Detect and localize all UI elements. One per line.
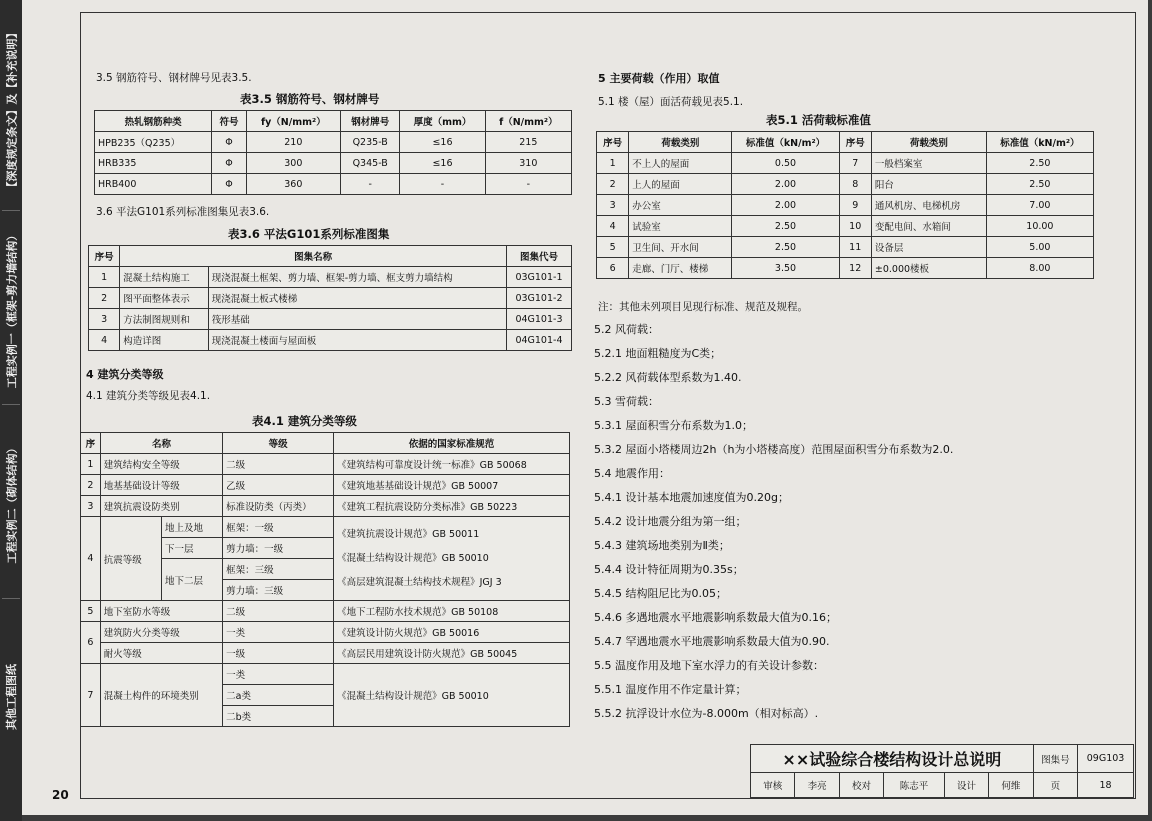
table-row	[81, 517, 570, 538]
table-header-cell: 热轧钢筋种类	[95, 111, 212, 132]
table-cell: 变配电间、水箱间	[871, 216, 986, 237]
table-cell: 6	[597, 258, 629, 279]
sidebar-label-example1: 工程实例一（框架-剪力墙结构）	[5, 229, 19, 389]
table-cell: 走廊、门厅、楼梯	[629, 258, 732, 279]
table-cell: 10	[839, 216, 871, 237]
table-row	[89, 288, 572, 309]
table-cell: 5	[597, 237, 629, 258]
table-header-cell: 荷载类别	[871, 132, 986, 153]
table-row	[81, 496, 570, 517]
table-cell: 标准设防类（丙类）	[223, 496, 334, 517]
table-header-cell: 等级	[223, 433, 334, 454]
table-cell: 11	[839, 237, 871, 258]
table-cell-line: 《混凝土结构设计规范》GB 50010	[337, 552, 489, 564]
table-cell: 215	[485, 132, 571, 153]
table-cell: 2.50	[986, 174, 1093, 195]
table-header-cell: 序号	[597, 132, 629, 153]
table-cell: ≤16	[400, 153, 485, 174]
table-cell: Φ	[212, 153, 246, 174]
table-cell: 卫生间、开水间	[629, 237, 732, 258]
table-cell: 03G101-2	[506, 288, 571, 309]
table-row	[597, 174, 1094, 195]
table-cell: 框架：三级	[223, 559, 334, 580]
atlas-label: 图集号	[1033, 745, 1077, 773]
table-cell: 抗震等级	[100, 517, 161, 601]
table-cell: 一类	[223, 664, 334, 685]
table-cell: 2.50	[732, 237, 839, 258]
table-cell: 二b类	[223, 706, 334, 727]
table-cell: HPB235（Q235）	[95, 132, 212, 153]
table-cell: 现浇混凝土板式楼梯	[208, 288, 506, 309]
table-cell: 框架：一级	[223, 517, 334, 538]
table-row	[95, 132, 572, 153]
clause-line: 5.3.2 屋面小塔楼周边2h（h为小塔楼高度）范围屋面积雪分布系数为2.0.	[594, 443, 954, 456]
table-4-1	[80, 432, 570, 727]
check-label: 校对	[839, 773, 883, 798]
table-cell: Φ	[212, 132, 246, 153]
table-row	[95, 153, 572, 174]
clause-line: 5.3 雪荷载：	[594, 395, 659, 408]
clause-line: 5.4.3 建筑场地类别为Ⅱ类；	[594, 539, 730, 552]
table-cell: 7.00	[986, 195, 1093, 216]
table-header-cell: 序	[81, 433, 101, 454]
table-header-cell: 序号	[89, 246, 120, 267]
table-cell: 3	[89, 309, 120, 330]
clause-line: 5.5.1 温度作用不作定量计算；	[594, 683, 747, 696]
table-cell: Φ	[212, 174, 246, 195]
table-header-cell: 图集代号	[506, 246, 571, 267]
design-name: 何维	[989, 773, 1033, 798]
document-page	[22, 0, 1148, 815]
table-cell: 310	[485, 153, 571, 174]
table-cell: 《高层民用建筑设计防火规范》GB 50045	[334, 643, 570, 664]
section-4-1-text: 4.1 建筑分类等级见表4.1.	[86, 390, 211, 402]
table-cell: 二级	[223, 601, 334, 622]
table-cell: 1	[89, 267, 120, 288]
table-cell: 剪力墙：一级	[223, 538, 334, 559]
table-5-1-caption: 表5.1 活荷载标准值	[766, 113, 871, 127]
title-block-row	[751, 773, 1134, 798]
table-row	[597, 258, 1094, 279]
table-cell: 《混凝土结构设计规范》GB 50010	[334, 664, 570, 727]
table-cell: -	[485, 174, 571, 195]
table-4-1-caption: 表4.1 建筑分类等级	[252, 414, 357, 428]
table-header-row	[95, 111, 572, 132]
table-cell: 4	[89, 330, 120, 351]
table-cell: 2.00	[732, 195, 839, 216]
table-cell: 一类	[223, 622, 334, 643]
table-cell: 3	[81, 496, 101, 517]
clause-line: 5.2 风荷载：	[594, 323, 659, 336]
table-header-row	[89, 246, 572, 267]
section-3-5-text: 3.5 钢筋符号、钢材牌号见表3.5.	[96, 72, 252, 84]
table-row	[81, 643, 570, 664]
table-cell: 《建筑设计防火规范》GB 50016	[334, 622, 570, 643]
table-header-cell: 序号	[839, 132, 871, 153]
sidebar-label-other: 其他工程图纸	[5, 664, 18, 730]
table-row	[89, 330, 572, 351]
sidebar-tab-example2	[2, 408, 20, 599]
table-cell	[334, 517, 570, 601]
table-cell: 地基基础设计等级	[100, 475, 222, 496]
drawing-title: ××试验综合楼结构设计总说明	[751, 745, 1034, 773]
table-cell: 地下二层	[161, 559, 222, 601]
clause-line: 5.4.4 设计特征周期为0.35s；	[594, 563, 744, 576]
table-row	[89, 267, 572, 288]
table-cell: 现浇混凝土框架、剪力墙、框架-剪力墙、框支剪力墙结构	[208, 267, 506, 288]
title-block	[750, 744, 1134, 798]
table-cell: 方法制图规则和	[120, 309, 208, 330]
table-cell: 1	[597, 153, 629, 174]
table-cell: 《建筑结构可靠度设计统一标准》GB 50068	[334, 454, 570, 475]
sidebar-label-example2: 工程实例二（砌体结构）	[5, 442, 18, 564]
table-cell: 下一层	[161, 538, 222, 559]
table-row	[81, 601, 570, 622]
clause-line: 5.5 温度作用及地下室水浮力的有关设计参数：	[594, 659, 824, 672]
review-label: 审核	[751, 773, 795, 798]
table-cell: Q235-B	[341, 132, 400, 153]
table-cell: 6	[81, 622, 101, 664]
clause-line: 5.4.7 罕遇地震水平地震影响系数最大值为0.90.	[594, 635, 830, 648]
table-cell: 5	[81, 601, 101, 622]
table-cell: 耐火等级	[100, 643, 222, 664]
table-cell: 1	[81, 454, 101, 475]
table-header-cell: 名称	[100, 433, 222, 454]
table-cell: 4	[81, 517, 101, 601]
table-cell: 300	[246, 153, 340, 174]
table-cell: 4	[597, 216, 629, 237]
table-cell: 筏形基础	[208, 309, 506, 330]
clause-line: 5.2.2 风荷载体型系数为1.40.	[594, 371, 742, 384]
table-cell: 不上人的屋面	[629, 153, 732, 174]
table-cell: 10.00	[986, 216, 1093, 237]
table-cell: 《地下工程防水技术规范》GB 50108	[334, 601, 570, 622]
table-cell: 构造详图	[120, 330, 208, 351]
atlas-number: 09G103	[1078, 745, 1134, 773]
check-name: 陈志平	[884, 773, 945, 798]
table-cell: 通风机房、电梯机房	[871, 195, 986, 216]
table-cell: 混凝土结构施工	[120, 267, 208, 288]
table-5-1	[596, 131, 1094, 279]
table-cell: 现浇混凝土楼面与屋面板	[208, 330, 506, 351]
table-cell: 03G101-1	[506, 267, 571, 288]
section-5-1-text: 5.1 楼（屋）面活荷载见表5.1.	[598, 96, 744, 108]
table-cell: 一般档案室	[871, 153, 986, 174]
table-cell: 地下室防水等级	[100, 601, 222, 622]
table-header-row	[597, 132, 1094, 153]
table-cell: 2.50	[986, 153, 1093, 174]
table-3-5	[94, 110, 572, 195]
table-header-cell: 荷载类别	[629, 132, 732, 153]
table-header-cell: 依据的国家标准规范	[334, 433, 570, 454]
table-cell: 2.00	[732, 174, 839, 195]
table-cell: 乙级	[223, 475, 334, 496]
table-header-cell: 标准值（kN/m²）	[986, 132, 1093, 153]
review-name: 李亮	[795, 773, 839, 798]
table-cell: 04G101-3	[506, 309, 571, 330]
table-row	[81, 622, 570, 643]
table-cell: 7	[839, 153, 871, 174]
clause-line: 5.2.1 地面粗糙度为C类；	[594, 347, 722, 360]
table-row	[95, 174, 572, 195]
sidebar-tab-other	[2, 602, 20, 792]
table-cell: 2.50	[732, 216, 839, 237]
sidebar-label-provisions: 【深度规定条文】及【补充说明】	[5, 27, 18, 193]
table-cell: 8	[839, 174, 871, 195]
clause-line: 5.4 地震作用：	[594, 467, 670, 480]
table-cell: 阳台	[871, 174, 986, 195]
table-cell: 7	[81, 664, 101, 727]
table-cell: 剪力墙：三级	[223, 580, 334, 601]
sidebar-tab-provisions	[2, 10, 20, 211]
table-cell: 8.00	[986, 258, 1093, 279]
sidebar-tab-example1	[2, 214, 20, 405]
table-header-cell: fy（N/mm²）	[246, 111, 340, 132]
table-cell: 《建筑工程抗震设防分类标准》GB 50223	[334, 496, 570, 517]
table-cell: 5.00	[986, 237, 1093, 258]
table-header-row	[81, 433, 570, 454]
table-cell: 试验室	[629, 216, 732, 237]
table-cell: 0.50	[732, 153, 839, 174]
clause-line: 5.4.6 多遇地震水平地震影响系数最大值为0.16；	[594, 611, 837, 624]
table-row	[597, 216, 1094, 237]
table-cell: 建筑抗震设防类别	[100, 496, 222, 517]
table-3-6	[88, 245, 572, 351]
table-row	[89, 309, 572, 330]
table-cell: 二a类	[223, 685, 334, 706]
section-5-heading: 5 主要荷载（作用）取值	[598, 72, 720, 85]
clause-line: 5.4.2 设计地震分组为第一组；	[594, 515, 747, 528]
table-header-cell: 厚度（mm）	[400, 111, 485, 132]
table-header-cell: 标准值（kN/m²）	[732, 132, 839, 153]
sidebar-tabs	[0, 0, 22, 821]
table-cell: Q345-B	[341, 153, 400, 174]
section-4-heading: 4 建筑分类等级	[86, 368, 164, 381]
table-cell: 《建筑地基基础设计规范》GB 50007	[334, 475, 570, 496]
table-header-cell: 符号	[212, 111, 246, 132]
table-cell: ±0.000楼板	[871, 258, 986, 279]
table-cell: 04G101-4	[506, 330, 571, 351]
table-row	[597, 237, 1094, 258]
table-cell: ≤16	[400, 132, 485, 153]
table-cell: 上人的屋面	[629, 174, 732, 195]
table-cell: HRB335	[95, 153, 212, 174]
clause-line: 5.4.1 设计基本地震加速度值为0.20g；	[594, 491, 789, 504]
table-header-cell: f（N/mm²）	[485, 111, 571, 132]
table-header-cell: 钢材牌号	[341, 111, 400, 132]
table-cell: 建筑防火分类等级	[100, 622, 222, 643]
table-cell: 210	[246, 132, 340, 153]
clause-line: 5.4.5 结构阻尼比为0.05；	[594, 587, 727, 600]
page-label: 页	[1033, 773, 1077, 798]
table-5-1-note: 注：其他未列项目见现行标准、规范及规程。	[598, 301, 808, 313]
title-block-row	[751, 745, 1134, 773]
page-number: 20	[52, 788, 69, 802]
table-row	[597, 153, 1094, 174]
table-row	[81, 454, 570, 475]
table-cell: 3	[597, 195, 629, 216]
table-cell: 办公室	[629, 195, 732, 216]
table-cell: 360	[246, 174, 340, 195]
table-cell-line: 《高层建筑混凝土结构技术规程》JGJ 3	[337, 576, 502, 588]
table-cell: 建筑结构安全等级	[100, 454, 222, 475]
table-cell: 9	[839, 195, 871, 216]
sheet-page-number: 18	[1078, 773, 1134, 798]
table-cell: 一级	[223, 643, 334, 664]
table-header-cell: 图集名称	[120, 246, 507, 267]
table-row	[81, 664, 570, 685]
table-cell: HRB400	[95, 174, 212, 195]
table-row	[81, 475, 570, 496]
clause-line: 5.3.1 屋面积雪分布系数为1.0；	[594, 419, 753, 432]
table-cell: 混凝土构件的环境类别	[100, 664, 222, 727]
table-3-5-caption: 表3.5 钢筋符号、钢材牌号	[240, 92, 380, 106]
table-cell-line: 《建筑抗震设计规范》GB 50011	[337, 528, 480, 540]
table-cell: 2	[597, 174, 629, 195]
table-cell: -	[400, 174, 485, 195]
table-cell: 12	[839, 258, 871, 279]
title-block-table	[750, 744, 1134, 798]
table-cell: 设备层	[871, 237, 986, 258]
table-cell: -	[341, 174, 400, 195]
clause-line: 5.5.2 抗浮设计水位为-8.000m（相对标高）.	[594, 707, 819, 720]
table-row	[597, 195, 1094, 216]
design-label: 设计	[944, 773, 988, 798]
table-3-6-caption: 表3.6 平法G101系列标准图集	[228, 227, 390, 241]
section-3-6-text: 3.6 平法G101系列标准图集见表3.6.	[96, 206, 270, 218]
table-cell: 二级	[223, 454, 334, 475]
table-cell: 2	[81, 475, 101, 496]
table-cell: 3.50	[732, 258, 839, 279]
table-cell: 2	[89, 288, 120, 309]
table-cell: 地上及地	[161, 517, 222, 538]
table-cell: 图平面整体表示	[120, 288, 208, 309]
